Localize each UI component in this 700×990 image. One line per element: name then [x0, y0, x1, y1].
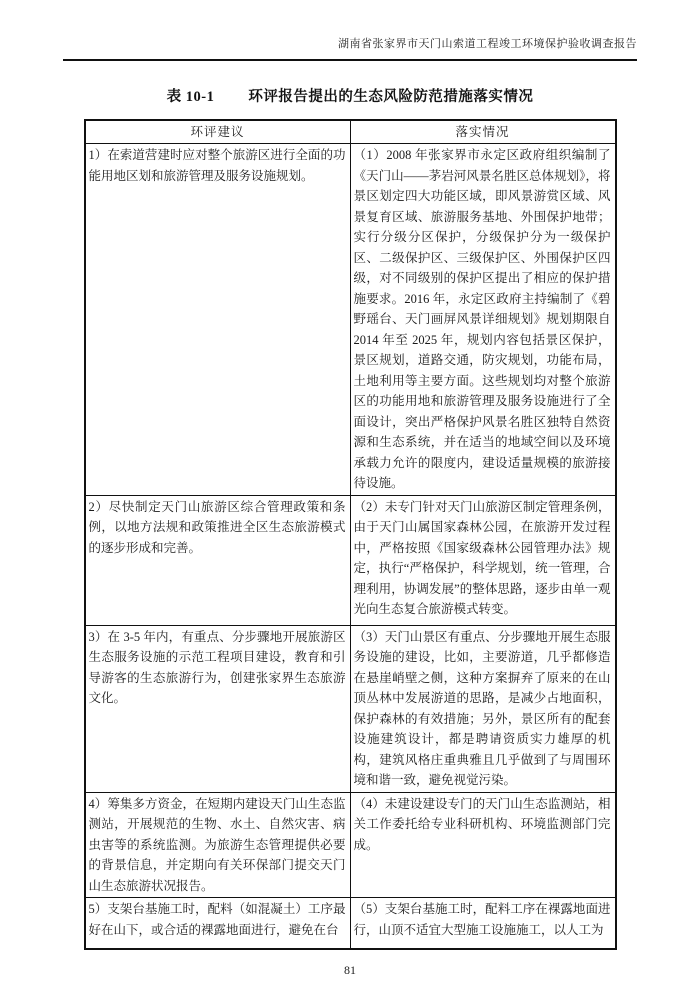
header-rule: [63, 59, 637, 61]
table-row: [85, 144, 616, 496]
column-header-eia-suggestion: 环评建议: [85, 120, 351, 144]
table-row: [85, 898, 616, 949]
cell-suggestion-1: 1）在索道营建时应对整个旅游区进行全面的功能用地区划和旅游管理及服务设施规划。: [85, 144, 351, 496]
cell-suggestion-5: 5）支架台基施工时，配料（如混凝土）工序最好在山下，或合适的裸露地面进行，避免在台: [85, 898, 351, 949]
cell-suggestion-3: 3）在 3-5 年内，有重点、分步骤地开展旅游区生态服务设施的示范工程项目建设，教育和引导游客的生态旅游行为，创建张家界生态旅游文化。: [85, 625, 351, 792]
report-title-header: 湖南省张家界市天门山索道工程竣工环境保护验收调查报告: [338, 38, 637, 50]
page-number: 81: [344, 962, 356, 977]
page-header: [63, 36, 637, 61]
column-header-implementation-status: 落实情况: [350, 120, 616, 144]
cell-status-5: （5）支架台基施工时，配料工序在裸露地面进行，山顶不适宜大型施工设施施工，以人工为: [350, 898, 616, 949]
table-number-label: 表 10-1: [166, 89, 215, 105]
table-row: [85, 792, 616, 898]
cell-status-2: （2）未专门针对天门山旅游区制定管理条例，由于天门山属国家森林公园，在旅游开发过程中，严格按照《国家级森林公园管理办法》规定，执行“严格保护，科学规划，统一管理，合理利用，协调发展”的整体思路，逐步由单一观光向生态复合旅游模式转变。: [350, 495, 616, 625]
table-row: [85, 495, 616, 625]
measures-table: [84, 119, 617, 950]
table-title-text: 环评报告提出的生态风险防范措施落实情况: [248, 89, 534, 105]
cell-suggestion-4: 4）筹集多方资金，在短期内建设天门山生态监测站，开展规范的生物、水土、自然灾害、病虫害等的系统监测。为旅游生态管理提供必要的背景信息，并定期向有关环保部门提交天门山生态旅游状况报告。: [85, 792, 351, 898]
table-caption: [0, 85, 700, 106]
table-header-row: [85, 120, 616, 144]
cell-suggestion-2: 2）尽快制定天门山旅游区综合管理政策和条例，以地方法规和政策推进全区生态旅游模式的逐步形成和完善。: [85, 495, 351, 625]
cell-status-4: （4）未建设建设专门的天门山生态监测站，相关工作委托给专业科研机构、环境监测部门完成。: [350, 792, 616, 898]
cell-status-3: （3）天门山景区有重点、分步骤地开展生态服务设施的建设，比如，主要游道，几乎都修造在悬崖峭壁之侧，这种方案摒弃了原来的在山顶丛林中发展游道的思路，是减少占地面积，保护森林的有效措施；另外，景区所有的配套设施建筑设计，都是聘请资质实力雄厚的机构，建筑风格庄重典雅且几乎做到了与周围环境和谐一致，避免视觉污染。: [350, 625, 616, 792]
cell-status-1: （1）2008 年张家界市永定区政府组织编制了《天门山——茅岩河风景名胜区总体规划》，将景区划定四大功能区域，即风景游赏区域、风景复育区域、旅游服务基地、外围保护地带；实行分级分区保护，分级保护分为一级保护区、二级保护区、三级保护区、外围保护区四级，对不同级别的保护区提出了相应的保护措施要求。2016 年，永定区政府主持编制了《碧野瑶台、天门画屏风景详细规划》规划期限自 2014 年至 2025 年，规划内容包括景区保护，景区规划，道路交通，防灾规划，功能布局，土地利用等主要方面。这些规划均对整个旅游区的功能用地和旅游管理及服务设施进行了全面设计，突出严格保护风景名胜区独特自然资源和生态系统，并在适当的地域空间以及环境承载力允许的限度内，建设适量规模的旅游接待设施。: [350, 144, 616, 496]
table-row: [85, 625, 616, 792]
